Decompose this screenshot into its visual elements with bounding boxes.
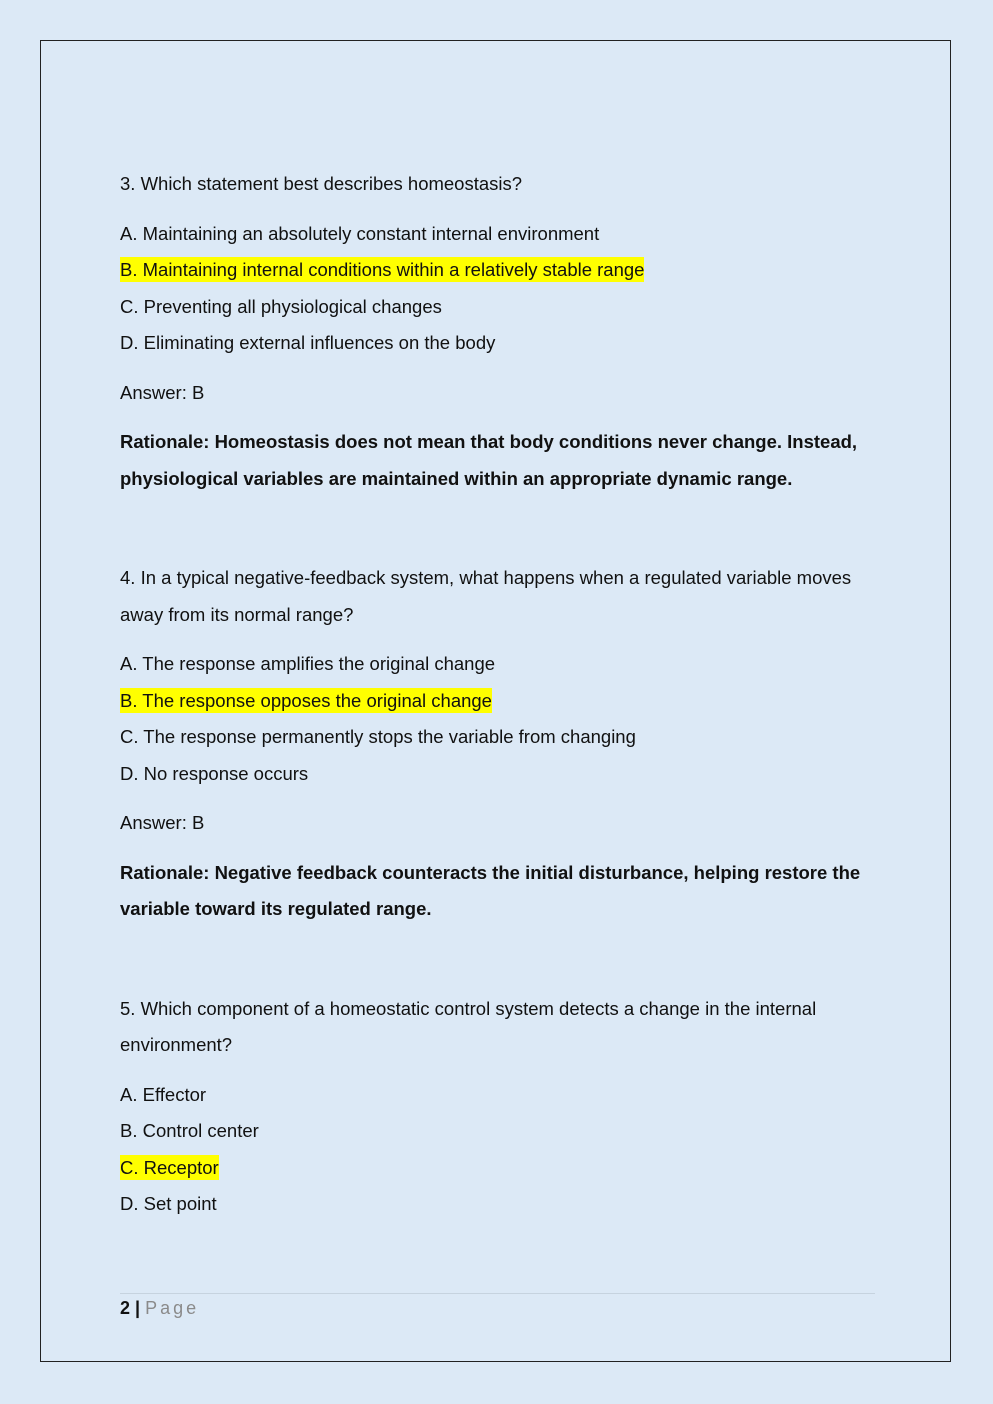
footer-divider [120,1293,875,1294]
highlighted-option-text: C. Receptor [120,1156,219,1178]
question-4-option-d [120,756,880,793]
question-4-answer: Answer: B [120,812,205,833]
page-footer [120,1296,199,1320]
option-text: D. No response occurs [120,762,309,784]
question-3-text: 3. Which statement best describes homeostasis? [120,173,523,194]
question-3-option-b [120,252,880,289]
question-3-option-a [120,216,880,253]
option-text: A. Maintaining an absolutely constant internal environment [120,222,600,244]
option-text: D. Eliminating external influences on the body [120,332,496,353]
question-3-answer: Answer: B [120,381,205,403]
question-4-text: 4. In a typical negative-feedback system, what happens when a regulated variable moves away from its normal range? [120,567,852,625]
footer-separator: | [135,1298,141,1318]
option-text: B. Control center [120,1120,259,1141]
question-5-text: 5. Which component of a homeostatic control system detects a change in the internal environment? [120,997,817,1055]
question-4-option-a [120,646,880,683]
option-text: C. The response permanently stops the variable from changing [120,726,636,747]
question-5-option-d [120,1186,880,1223]
highlighted-option-text: B. The response opposes the original change [120,689,492,711]
option-text: D. Set point [120,1193,217,1214]
highlighted-option-text: B. Maintaining internal conditions within a relatively stable range [120,259,645,280]
document-body [120,166,880,1223]
question-3-rationale: Rationale: Homeostasis does not mean that body conditions never change. Instead, physiological variables are maintained within an appropriate dynamic range. [120,431,858,489]
question-4-option-b [120,683,880,720]
question-4-rationale: Rationale: Negative feedback counteracts the initial disturbance, helping restore the variable toward its regulated range. [120,861,861,919]
page-label: Page [145,1298,200,1318]
option-text: A. The response amplifies the original change [120,653,496,674]
question-3-option-c [120,289,880,326]
question-3-option-d [120,325,880,362]
question-4-option-c [120,719,880,756]
question-5-option-b [120,1113,880,1150]
question-5-option-a [120,1077,880,1114]
option-text: C. Preventing all physiological changes [120,295,442,317]
option-text: A. Effector [120,1083,207,1105]
question-5-option-c [120,1150,880,1187]
page-number: 2 [120,1298,131,1318]
